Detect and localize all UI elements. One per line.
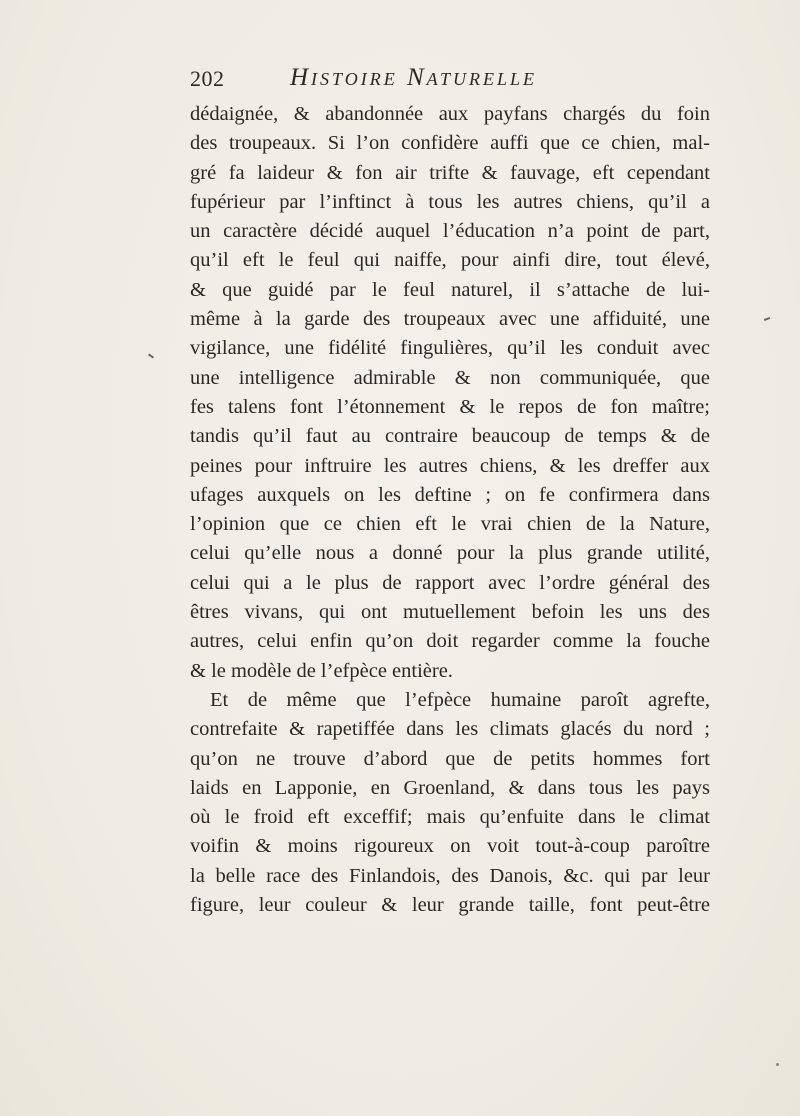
text-line: fupérieur par l’inftinct à tous les autres chiens, qu’il a bbox=[190, 190, 710, 213]
text-line: la belle race des Finlandois, des Danois, &c. qui par leur bbox=[190, 864, 710, 887]
text-line: celui qui a le plus de rapport avec l’ordre général des bbox=[190, 571, 710, 594]
text-line: fes talens font l’étonnement & le repos de fon maître; bbox=[190, 395, 710, 418]
text-line: autres, celui enfin qu’on doit regarder comme la fouche bbox=[190, 630, 710, 653]
margin-mark bbox=[764, 317, 770, 321]
text-line: êtres vivans, qui ont mutuellement befoin les uns des bbox=[190, 601, 710, 624]
text-line: figure, leur couleur & leur grande taille, font peut-être bbox=[190, 894, 710, 917]
text-line: ufages auxquels on les deftine ; on fe confirmera dans bbox=[190, 483, 710, 506]
margin-mark bbox=[148, 353, 154, 358]
body-text bbox=[190, 100, 710, 920]
text-line: voifin & moins rigoureux on voit tout-à-coup paroître bbox=[190, 835, 710, 858]
paper-speck bbox=[776, 1063, 779, 1066]
page-number: 202 bbox=[190, 66, 225, 91]
text-line: où le froid eft exceffif; mais qu’enfuite dans le climat bbox=[190, 806, 710, 829]
text-line: contrefaite & rapetiffée dans les climats glacés du nord ; bbox=[190, 718, 710, 741]
text-line: une intelligence admirable & non communiquée, que bbox=[190, 366, 710, 389]
text-line: celui qu’elle nous a donné pour la plus grande utilité, bbox=[190, 542, 710, 565]
text-line: dédaignée, & abandonnée aux payfans chargés du foin bbox=[190, 103, 710, 125]
text-line: peines pour inftruire les autres chiens, & les dreffer aux bbox=[190, 454, 710, 477]
text-line: & que guidé par le feul naturel, il s’attache de lui- bbox=[190, 278, 710, 301]
running-title: Histoire Naturelle bbox=[290, 64, 537, 91]
text-line: qu’il eft le feul qui naiffe, pour ainfi dire, tout élevé, bbox=[190, 249, 710, 272]
text-line: un caractère décidé auquel l’éducation n’a point de part, bbox=[190, 220, 710, 243]
text-line: tandis qu’il faut au contraire beaucoup de temps & de bbox=[190, 425, 710, 448]
text-line: même à la garde des troupeaux avec une affiduité, une bbox=[190, 308, 710, 331]
paragraph-start-line: Et de même que l’efpèce humaine paroît agrefte, bbox=[210, 688, 710, 711]
text-line: des troupeaux. Si l’on confidère auffi que ce chien, mal- bbox=[190, 132, 710, 155]
text-line: gré fa laideur & fon air trifte & fauvage, eft cependant bbox=[190, 161, 710, 184]
text-line: l’opinion que ce chien eft le vrai chien de la Nature, bbox=[190, 513, 710, 536]
text-line: vigilance, une fidélité fingulières, qu’il les conduit avec bbox=[190, 337, 710, 360]
text-line: laids en Lapponie, en Groenland, & dans tous les pays bbox=[190, 776, 710, 799]
paragraph-end-line: & le modèle de l’efpèce entière. bbox=[190, 659, 453, 682]
running-head bbox=[190, 64, 720, 98]
text-line: qu’on ne trouve d’abord que de petits hommes fort bbox=[190, 747, 710, 770]
